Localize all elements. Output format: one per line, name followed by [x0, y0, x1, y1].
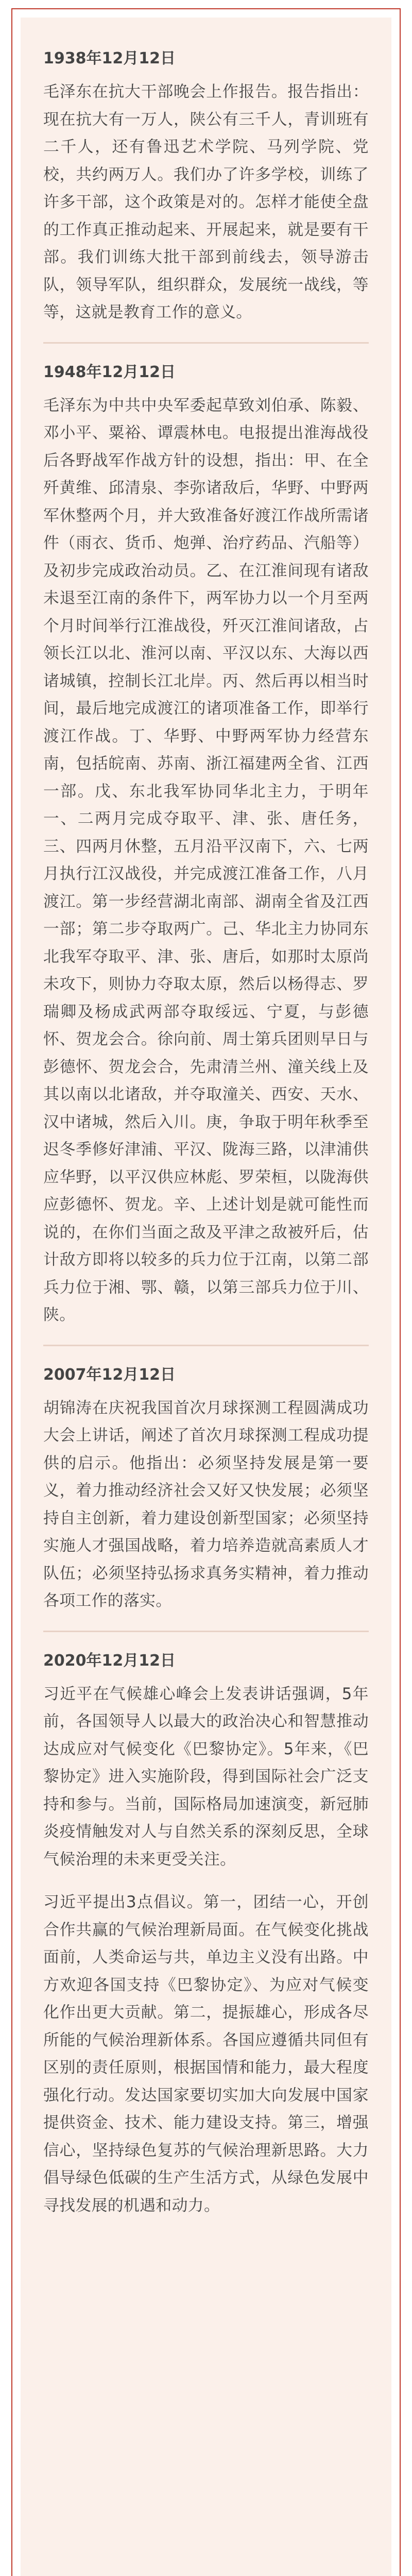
decorative-frame — [11, 8, 401, 2576]
article-body — [21, 18, 391, 2576]
entry-date: 1948年12月12日 — [43, 363, 176, 381]
section-divider — [43, 342, 369, 344]
history-entry-2007 — [43, 1362, 369, 1615]
entry-date: 2007年12月12日 — [43, 1365, 176, 1384]
section-divider — [43, 1631, 369, 1632]
entry-date: 1938年12月12日 — [43, 49, 176, 67]
section-divider — [43, 1345, 369, 1346]
entry-paragraph: 毛泽东为中共中央军委起草致刘伯承、陈毅、邓小平、粟裕、谭震林电。电报提出淮海战役后各野战军作战方针的设想，指出：甲、在全歼黄维、邱清泉、李弥诸敌后，华野、中野两军休整两个月，并大致准备好渡江作战所需诸件（雨衣、货币、炮弹、治疗药品、汽船等）及初步完成政治动员。乙、在江淮间现有诸敌未退至江南的条件下，两军协力以一个月至两个月时间举行江淮战役，歼灭江淮间诸敌，占领长江以北、淮河以南、平汉以东、大海以西诸城镇，控制长江北岸。丙、然后再以相当时间，最后地完成渡江的诸项准备工作，即举行渡江作战。丁、华野、中野两军协力经营东南，包括皖南、苏南、浙江福建两全省、江西一部。戊、东北我军协同华北主力，于明年一、二两月完成夺取平、津、张、唐任务，三、四两月休整，五月沿平汉南下，六、七两月执行江汉战役，并完成渡江准备工作，八月渡江。第一步经营湖北南部、湖南全省及江西一部；第二步夺取两广。己、华北主力协同东北我军夺取平、津、张、唐后，如那时太原尚未攻下，则协力夺取太原，然后以杨得志、罗瑞卿及杨成武两部夺取绥远、宁夏，与彭德怀、贺龙会合。徐向前、周士第兵团则早日与彭德怀、贺龙会合，先肃清兰州、潼关线上及其以南以北诸敌，并夺取潼关、西安、天水、汉中诸城，然后入川。庚，争取于明年秋季至迟冬季修好津浦、平汉、陇海三路，以津浦供应华野，以平汉供应林彪、罗荣桓，以陇海供应彭德怀、贺龙。辛、上述计划是就可能性而说的，在你们当面之敌及平津之敌被歼后，估计敌方即将以较多的兵力位于江南，以第二部兵力位于湘、鄂、赣，以第三部兵力位于川、陕。 — [43, 396, 369, 1324]
history-entry-2020 — [43, 1648, 369, 2220]
history-entry-1938 — [43, 45, 369, 327]
entry-paragraph: 胡锦涛在庆祝我国首次月球探测工程圆满成功大会上讲话，阐述了首次月球探测工程成功提供的启示。他指出：必须坚持发展是第一要义，着力推动经济社会又好又快发展；必须坚持自主创新，着力建设创新型国家；必须坚持实施人才强国战略，着力培养造就高素质人才队伍；必须坚持弘扬求真务实精神，着力推动各项工作的落实。 — [43, 1398, 369, 1610]
entry-paragraph: 习近平提出3点倡议。第一，团结一心，开创合作共赢的气候治理新局面。在气候变化挑战面前，人类命运与共，单边主义没有出路。中方欢迎各国支持《巴黎协定》、为应对气候变化作出更大贡献。第二，提振雄心，形成各尽所能的气候治理新体系。各国应遵循共同但有区别的责任原则，根据国情和能力，最大程度强化行动。发达国家要切实加大向发展中国家提供资金、技术、能力建设支持。第三，增强信心，坚持绿色复苏的气候治理新思路。大力倡导绿色低碳的生产生活方式，从绿色发展中寻找发展的机遇和动力。 — [43, 1893, 369, 2215]
entry-paragraph: 毛泽东在抗大干部晚会上作报告。报告指出：现在抗大有一万人，陕公有三千人，青训班有二千人，还有鲁迅艺术学院、马列学院、党校，共约两万人。我们办了许多学校，训练了许多干部，这个政策是对的。怎样才能使全盘的工作真正推动起来、开展起来，就是要有干部。我们训练大批干部到前线去，领导游击队，领导军队，组织群众，发展统一战线，等等，这就是教育工作的意义。 — [43, 82, 369, 321]
entry-date: 2020年12月12日 — [43, 1651, 176, 1670]
entry-paragraph: 习近平在气候雄心峰会上发表讲话强调，5年前，各国领导人以最大的政治决心和智慧推动达成应对气候变化《巴黎协定》。5年来，《巴黎协定》进入实施阶段，得到国际社会广泛支持和参与。当前，国际格局加速演变，新冠肺炎疫情触发对人与自然关系的深刻反思，全球气候治理的未来更受关注。 — [43, 1684, 369, 1869]
history-entry-1948 — [43, 359, 369, 1329]
